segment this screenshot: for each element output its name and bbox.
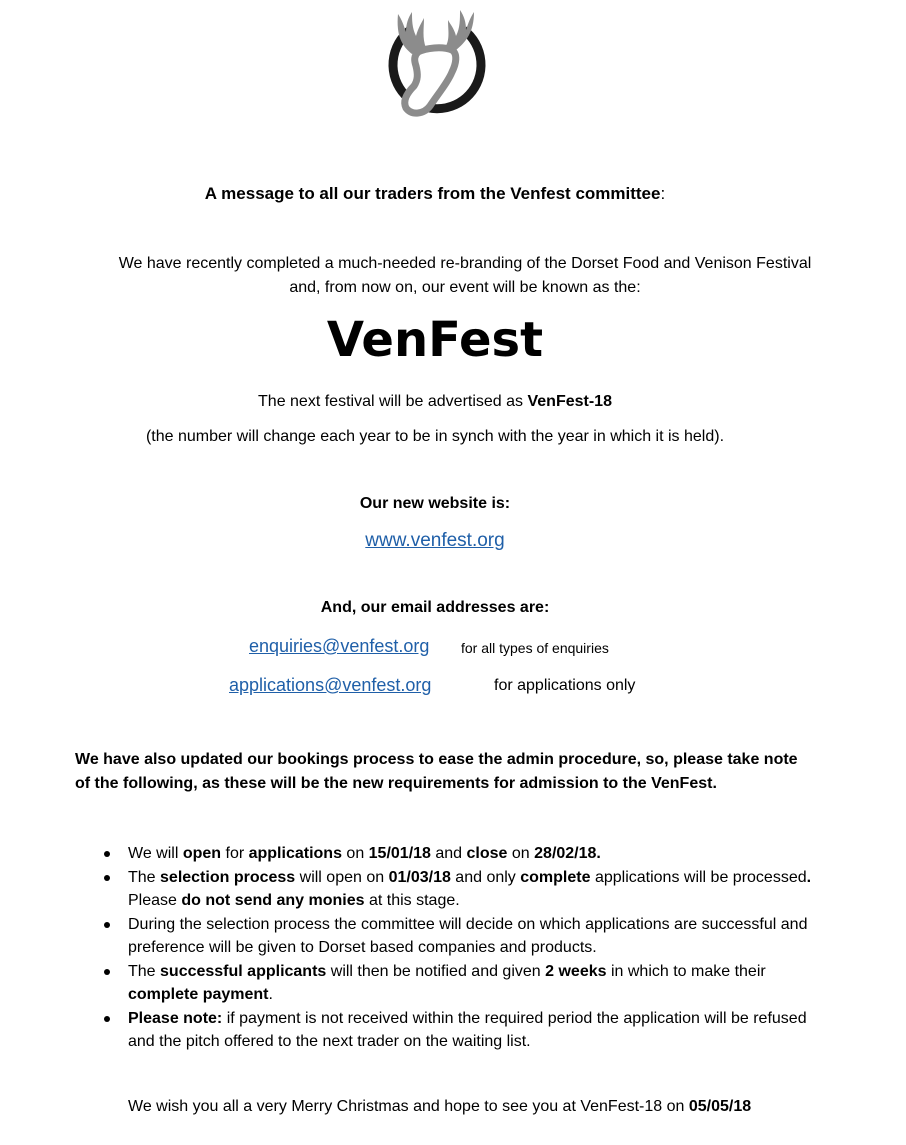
bullet-dot [104,969,110,975]
bullet-dot [104,875,110,881]
email-enquiries-link[interactable] [249,636,429,657]
website-link[interactable]: www.venfest.org [365,530,505,551]
website-link-row [0,530,870,552]
venfest-logo [382,8,490,120]
intro-line-1: We have recently completed a much-needed re-branding of the Dorset Food and Venison Festival [118,255,812,272]
email-label: And, our email addresses are: [320,599,550,616]
update-note: We have also updated our bookings process to ease the admin procedure, so, please take note of the following, as these will be the new requirements for admission to the VenFest. [75,751,798,792]
bullet-dot [104,922,110,928]
message-heading [0,184,870,204]
email-applications-purpose: for applications only [494,677,636,694]
year-note: (the number will change each year to be in synch with the year in which it is held). [145,428,725,445]
bullet-dot [104,1016,110,1022]
list-item: The successful applicants will then be notified and given 2 weeks in which to make their complete payment. [128,960,828,1006]
email-applications-address[interactable]: applications@venfest.org [229,675,432,695]
closing-text: We wish you all a very Merry Christmas and hope to see you at VenFest-18 on [128,1098,689,1115]
closing-date: 05/05/18 [688,1098,752,1115]
list-item: We will open for applications on 15/01/18 and close on 28/02/18. [128,842,828,865]
intro-paragraph [60,252,870,300]
right-antler [446,10,474,50]
email-enquiries-address[interactable]: enquiries@venfest.org [249,636,430,656]
heading-colon: : [660,184,666,203]
list-item: The selection process will open on 01/03/18 and only complete applications will be processed. Please do not send any monies at this stage. [128,866,828,912]
intro-line-2: and, from now on, our event will be known as the: [289,279,641,296]
brand-title: VenFest [326,312,544,368]
bullet-dot [104,851,110,857]
email-enquiries-purpose: for all types of enquiries [461,640,609,656]
list-item: During the selection process the committee will decide on which applications are successful and preference will be given to Dorset based companies and products. [128,913,828,959]
stag-head-icon [382,8,490,120]
next-festival-name: VenFest-18 [527,393,612,410]
next-festival-text: The next festival will be advertised as [258,393,528,410]
requirements-list [92,842,828,1054]
closing-line [128,1098,751,1116]
list-item: Please note: if payment is not received within the required period the application will be refused and the pitch offered to the next trader on the waiting list. [128,1007,828,1053]
next-festival-line [0,393,870,411]
heading-bold: A message to all our traders from the Venfest committee [204,184,661,203]
email-applications-link[interactable] [229,675,431,696]
website-label: Our new website is: [359,495,511,512]
